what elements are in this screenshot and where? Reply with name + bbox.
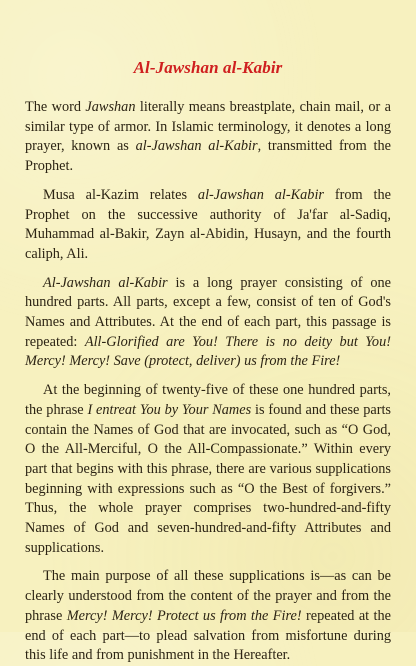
- paragraph-2-text-2: from the Prophet on the successive authority of Ja'far al-Sadiq, Muhammad al-Bakir, Zayn al-Abidin, Husayn, and the fourth caliph, Ali.: [25, 186, 392, 262]
- paragraph-2-italic-1: al-Jawshan al-Kabir: [197, 186, 324, 203]
- paragraph-1-text-2: literally means breastplate, chain mail, or a similar type of armor. In Islamic terminology, it denotes a long prayer, known as: [25, 99, 391, 155]
- paragraph-3-text-1: is a long prayer consisting of one hundred parts. All parts, except a few, consist of ten of God's Names and Attributes. At the end of each part, this passage is repeated:: [25, 274, 391, 350]
- paragraph-1-text-3: , transmitted from the Prophet.: [25, 138, 391, 175]
- paragraph-5-text-1: The main purpose of all these supplications is—as can be clearly understood from the content of the prayer and from the phrase: [25, 568, 391, 624]
- page-title: Al-Jawshan al-Kabir: [133, 58, 283, 77]
- paragraph-4-text-2: is found and these parts contain the Names of God that are invocated, such as “O God, O the All-Merciful, O the All-Compassionate.” Within every part that begins with this phrase, there are various supplications beginning with expressions such as “O the Best of forgivers.” Thus, the whole prayer comprises two-hundred-and-fifty Names of God and seven-hundred-and-fifty Attributes and supplications.: [25, 401, 391, 556]
- paragraph-5-italic-1: Mercy! Mercy! Protect us from the Fire!: [66, 607, 302, 624]
- paragraph-1-italic-1: Jawshan: [85, 99, 136, 115]
- paragraph-5: [25, 567, 391, 666]
- paragraph-4-text-1: At the beginning of twenty-five of these one hundred parts, the phrase: [25, 382, 391, 418]
- paragraph-2: [25, 186, 391, 265]
- paragraph-3-italic-2: All-Glorified are You! There is no deity but You! Mercy! Mercy! Save (protect, deliver) us from the Fire!: [25, 333, 391, 370]
- paragraph-3-italic-1: Al-Jawshan al-Kabir: [43, 274, 168, 291]
- paragraph-4-italic-1: I entreat You by Your Names: [87, 401, 252, 418]
- paragraph-1-italic-2: al-Jawshan al-Kabir: [135, 138, 258, 155]
- paragraph-5-text-2: repeated at the end of each part—to plead salvation from misfortune during this life and from punishment in the Hereafter.: [25, 607, 392, 664]
- paragraph-1: [25, 98, 391, 177]
- paragraph-1-text-1: The word: [25, 99, 86, 115]
- paragraph-2-text-1: Musa al-Kazim relates: [43, 186, 198, 203]
- paragraph-4: [25, 381, 391, 558]
- paragraph-3: [25, 274, 391, 373]
